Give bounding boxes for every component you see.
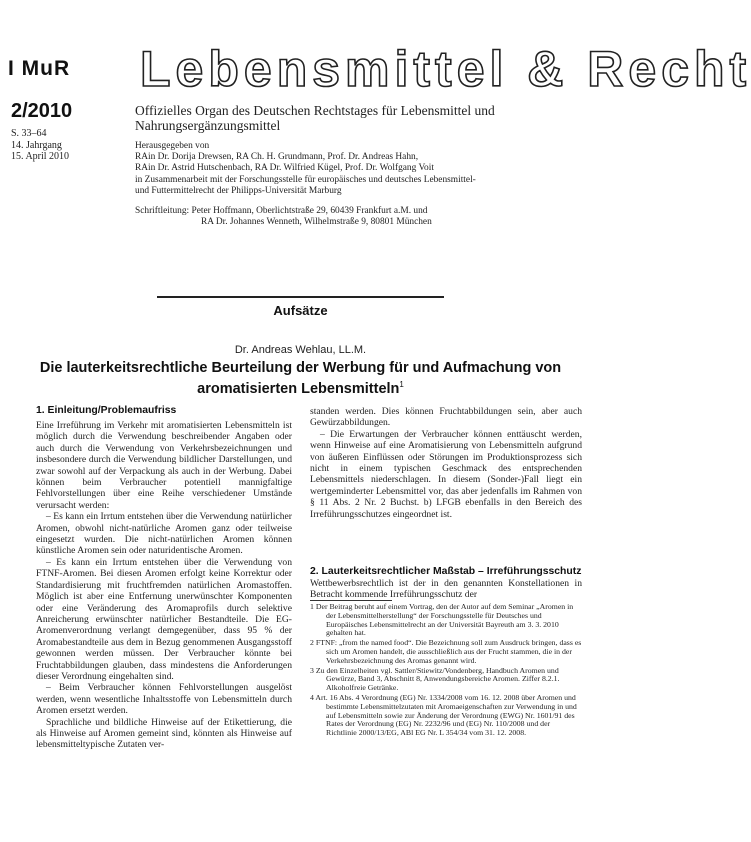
right-column-heading: 2. Lauterkeitsrechtlicher Maßstab – Irreführungsschutz (310, 566, 582, 577)
footnote-rule (310, 600, 392, 601)
publishers-line: RAin Dr. Astrid Hutschenbach, RA Dr. Wilfried Kügel, Prof. Dr. Wolfgang Voit (135, 163, 434, 174)
paragraph: Wettbewerbsrechtlich ist der in den genannten Konstellationen in Betracht kommende Irreführungsschutz der (310, 578, 582, 601)
left-column-heading: 1. Einleitung/Problemaufriss (36, 405, 177, 416)
journal-subtitle: Offizielles Organ des Deutschen Rechtstages für Lebensmittel und Nahrungsergänzungsmittel (135, 103, 495, 133)
paragraph: – Es kann ein Irrtum entstehen über die Verwendung von FTNF-Aromen. Bei diesen Aromen erfolgt keine Korrektur oder Standardisierung mit fruchtfremden natürlichen Aromastoffen. Möglich ist aber eine Entfernung unerwünschter Komponenten oder eine Veränderung des Aromaprofils durch selektive Anreicherung erwünschter natürlicher Bestandteile. Die EG-Aromenverordnung verlangt demgegenüber, dass 95 % der Aromabestandteile aus dem in Bezug genommenen Ausgangsstoff gewonnen werden müssen. Der Verbraucher könnte bei Fruchtabbildungen glauben, dass mindestens die Anforderungen dieser Verordnung eingehalten sind. (36, 556, 292, 682)
journal-abbreviation: I MuR (8, 57, 71, 80)
left-column-body (36, 420, 292, 751)
article-title-text: Die lauterkeitsrechtliche Beurteilung der Werbung für und Aufmachung von aromatisierten Lebensmitteln (39, 360, 562, 397)
issue-pages: S. 33–64 (11, 128, 47, 139)
footnote: 1 Der Beitrag beruht auf einem Vortrag, den der Autor auf dem Seminar „Aromen in der Lebensmittelherstellung“ der Forschungsstelle für Deutsches und Europäisches Lebensmittelrecht an der Universität Bayreuth am 3. 3. 2010 gehalten hat. (310, 602, 574, 638)
issue-volume: 14. Jahrgang (11, 139, 62, 151)
right-column-body (310, 406, 582, 520)
footnote: 3 Zu den Einzelheiten vgl. Sattler/Stiewitz/Vondenberg, Handbuch Aromen und Gewürze, Band 3, Abschnitt 8, Anwendungsbereiche Aromen. Ziffer 8.2.1. Alkoholfreie Getränke. (310, 665, 560, 693)
section-rule (157, 296, 444, 298)
publishers-line: und Futtermittelrecht der Philipps-Universität Marburg (135, 185, 342, 196)
issue-number: 2/2010 (11, 100, 73, 122)
title-footnote-marker: 1 (399, 379, 404, 389)
publishers-line: RAin Dr. Dorija Drewsen, RA Ch. H. Grundmann, Prof. Dr. Andreas Hahn, (135, 152, 419, 163)
paragraph: Sprachliche und bildliche Hinweise auf der Etikettierung, die als Hinweise auf Aromen gemeint sind, könnten als Hinweise auf lebensmitteltypische Zutaten ver- (36, 716, 292, 751)
publishers-block (135, 141, 595, 197)
article-title (30, 360, 571, 397)
section-label: Aufsätze (273, 303, 328, 318)
publishers-line: Herausgegeben von (135, 141, 210, 151)
paragraph: – Es kann ein Irrtum entstehen über die Verwendung natürlicher Aromen, obwohl nicht-natürliche Aromen ganz oder teilweise eingesetzt wurden. Die nicht-natürlichen Aromen können künstliche Aromen sein oder naturidentische Aromen. (36, 511, 292, 557)
journal-logo: Lebensmittel & Recht (140, 41, 751, 97)
right-column-body-2 (310, 578, 582, 601)
footnote: 2 FTNF: „from the named food“. Die Bezeichnung soll zum Ausdruck bringen, dass es sich um Aromen handelt, die ausschließlich aus der Frucht stammen, die in der Verkehrsbezeichnung des Aromas genannt wird. (310, 638, 582, 665)
footnotes (310, 603, 582, 739)
editor-block (135, 206, 595, 228)
article-author: Dr. Andreas Wehlau, LL.M. (234, 344, 367, 356)
editor-line: RA Dr. Johannes Wenneth, Wilhelmstraße 9, 80801 München (201, 217, 432, 228)
paragraph: – Beim Verbraucher können Fehlvorstellungen ausgelöst werden, wenn wesentliche Inhaltsstoffe von Lebensmitteln durch Aromen ersetzt werden. (36, 682, 292, 717)
publishers-line: in Zusammenarbeit mit der Forschungsstelle für europäisches und deutsches Lebensmittel- (135, 174, 476, 185)
paragraph: standen werden. Dies können Fruchtabbildungen sein, aber auch Gewürzabbildungen. (310, 406, 582, 429)
paragraph: Eine Irreführung im Verkehr mit aromatisierten Lebensmitteln ist möglich durch die Verwendung beschreibender Angaben oder auch durch die Verwendung von Verkehrsbezeichnungen und insbesondere durch die Verwendung bildlicher Darstellungen, und zwar sowohl auf der Verpackung als auch in der Werbung. Dabei können beim Verbraucher potentiell mannigfaltige Fehlvorstellungen über eine Reihe verschiedener Umstände verursacht werden: (36, 420, 292, 511)
footnote: 4 Art. 16 Abs. 4 Verordnung (EG) Nr. 1334/2008 vom 16. 12. 2008 über Aromen und bestimmte Lebensmittelzutaten mit Aromaeigenschaften zur Verwendung in und auf Lebensmitteln sowie zur Änderung der Verordnung (EWG) Nr. 1601/91 des Rates der Verordnung (EG) Nr. 2232/96 und (EG) Nr. 110/2008 und der Richtlinie 2000/13/EG, ABl EG Nr. L 354/34 vom 31. 12. 2008. (310, 692, 577, 738)
editor-line: Schriftleitung: Peter Hoffmann, Oberlichtstraße 29, 60439 Frankfurt a.M. und (135, 206, 428, 216)
paragraph: – Die Erwartungen der Verbraucher können enttäuscht werden, wenn Hinweise auf eine Aromatisierung von Lebensmitteln aufgrund von äußeren Einflüssen oder Störungen im Produktionsprozess sich nicht in einem typischen Geschmack des entsprechenden Lebensmittels niederschlagen. In diesem (Sonder-)Fall liegt ein wertgeminderter Lebensmittel vor, das aber jedenfalls im Rahmen von § 11 Abs. 2 Nr. 2 Buchst. b) LFGB ebenfalls in den Bereich des Irreführungsschutzes eingeordnet ist. (310, 428, 582, 520)
issue-meta (11, 128, 69, 163)
issue-date: 15. April 2010 (11, 151, 70, 162)
